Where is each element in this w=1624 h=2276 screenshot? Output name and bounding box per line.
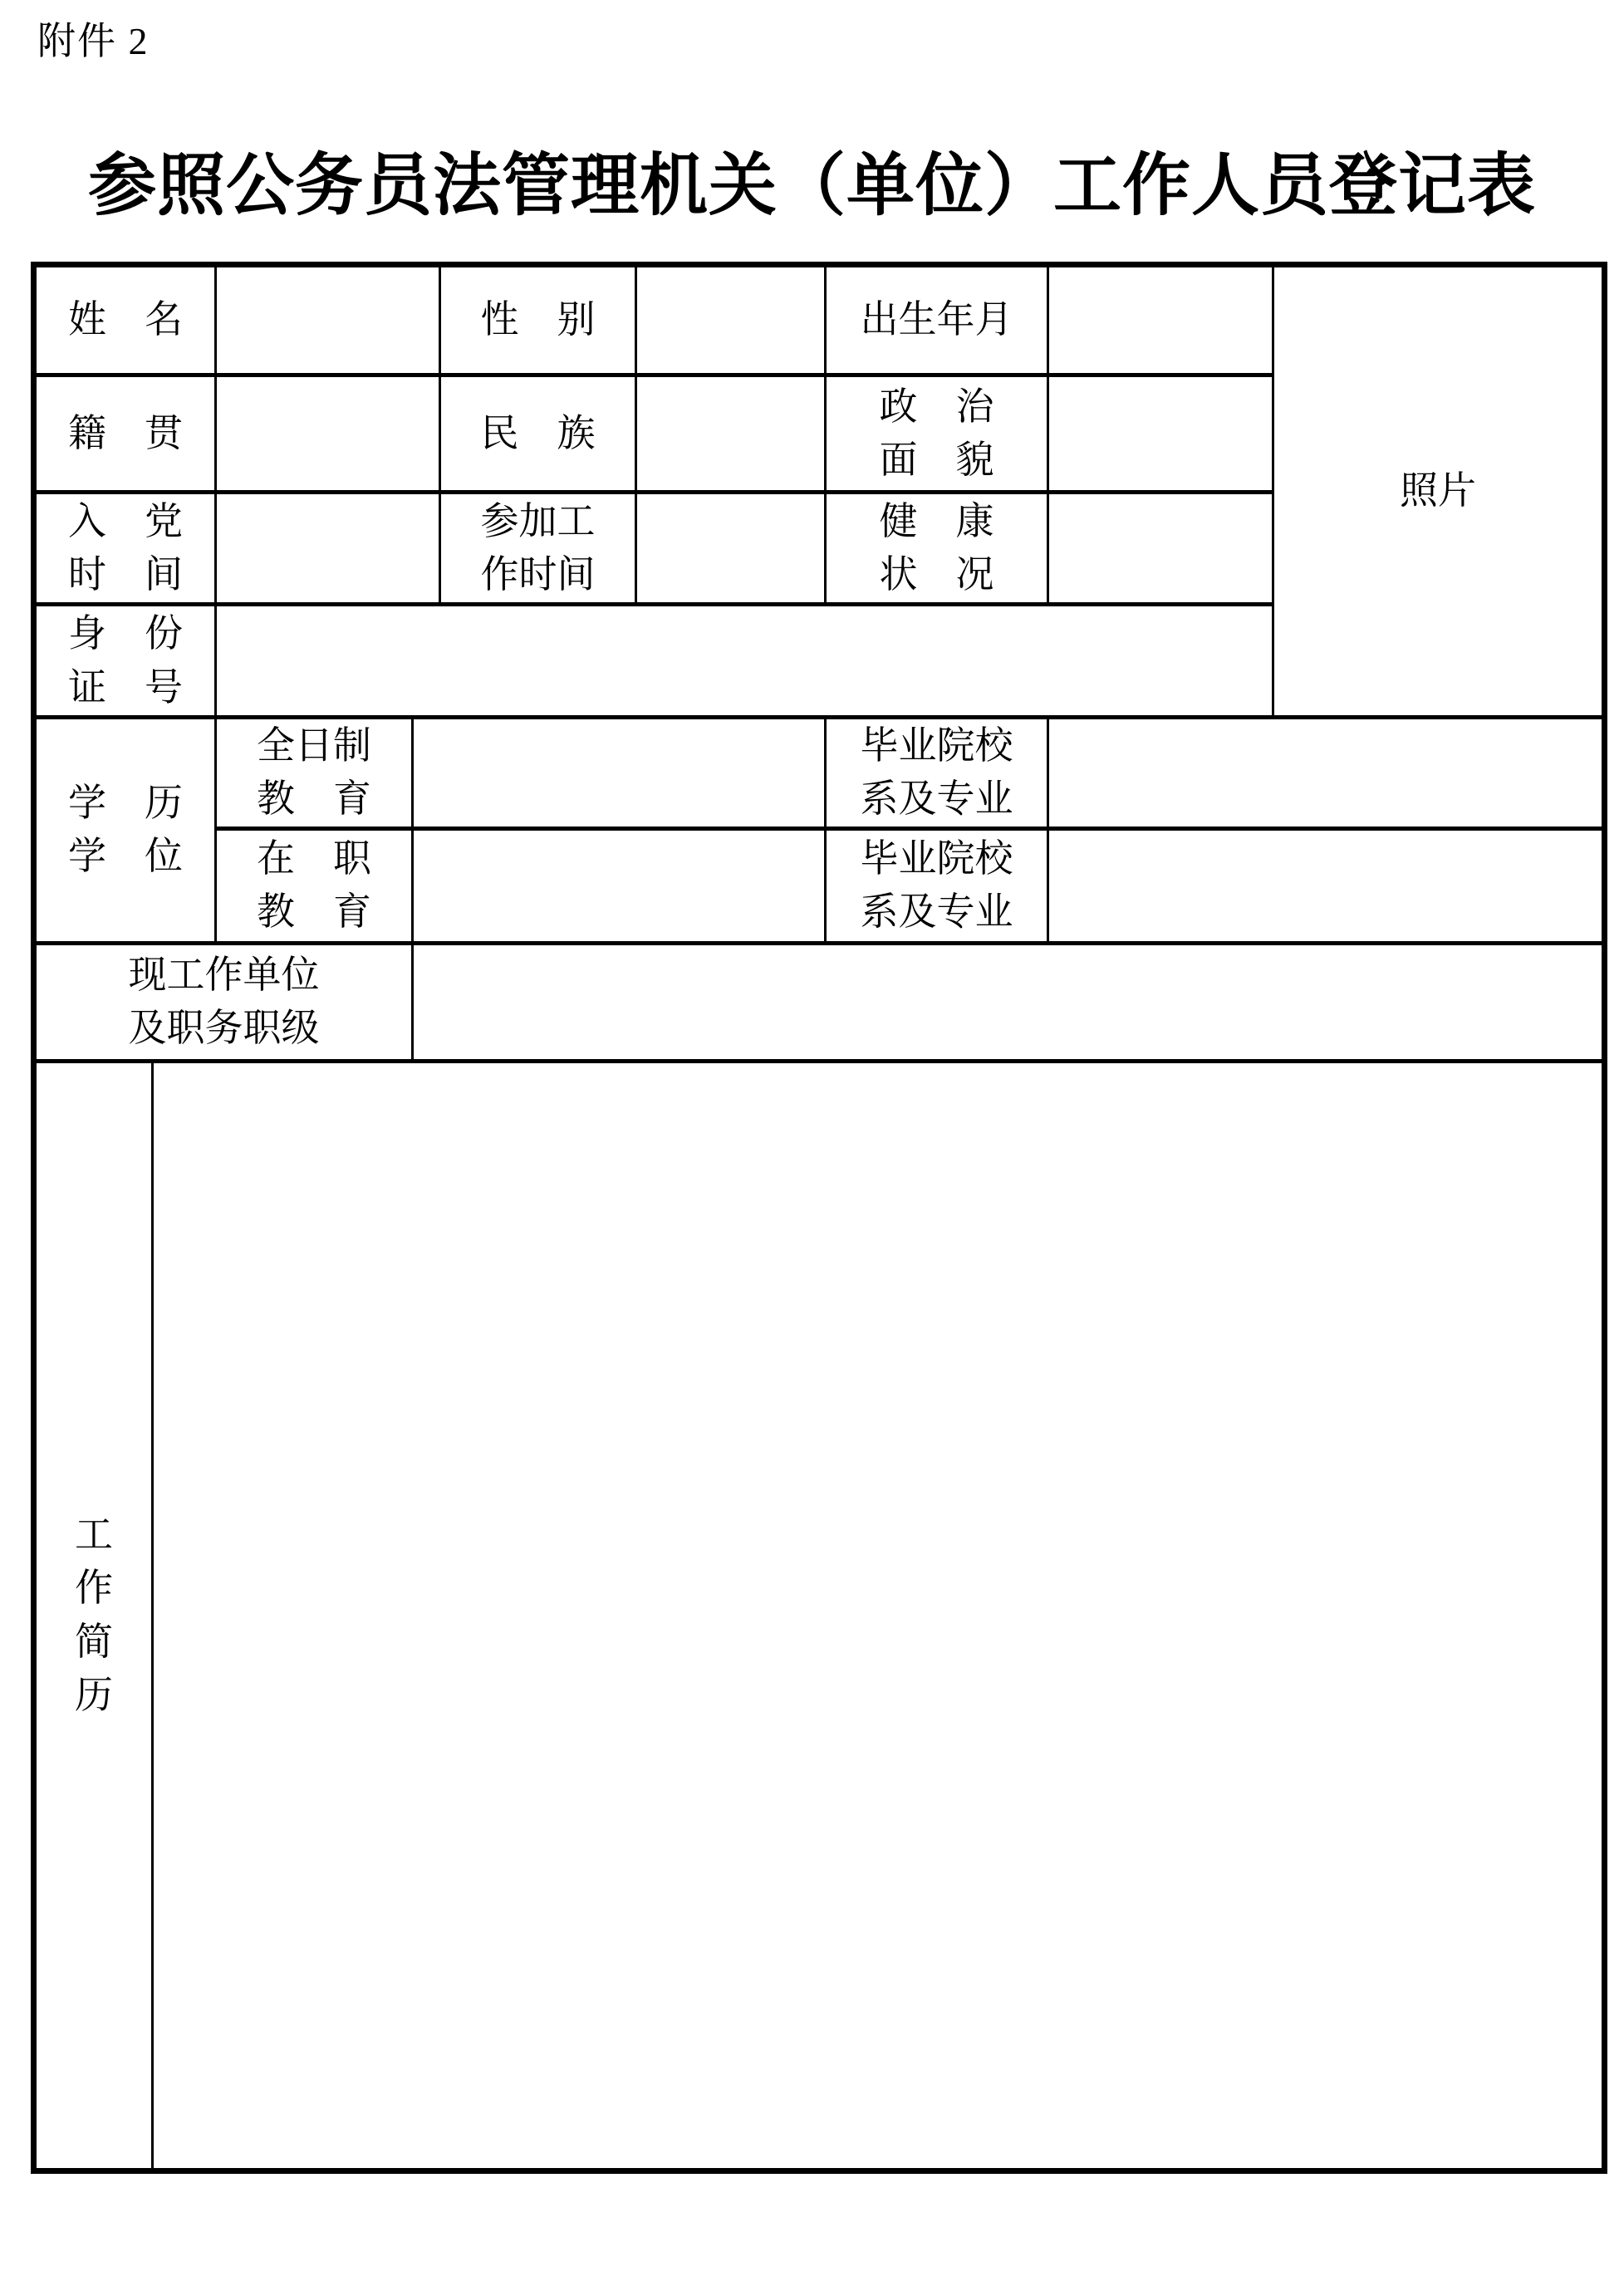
work-resume-input-cell[interactable] [153,1061,1605,2171]
inservice-education-label: 在 职 教 育 [216,828,413,943]
native-place-label: 籍 贯 [34,375,216,493]
current-unit-input-cell[interactable] [413,943,1605,1061]
work-resume-label: 工 作 简 历 [34,1061,153,2171]
political-status-label: 政 治 面 貌 [826,375,1048,493]
attachment-label: 附件 2 [37,20,150,62]
work-start-time-input-cell[interactable] [636,493,826,605]
fulltime-education-input-cell[interactable] [413,718,826,829]
ethnicity-input-cell[interactable] [636,375,826,493]
form-title: 参照公务员法管理机关（单位）工作人员登记表 [87,148,1536,223]
native-place-input-cell[interactable] [216,375,440,493]
health-status-label: 健 康 状 况 [826,493,1048,605]
name-label: 姓 名 [34,265,216,375]
party-join-time-label: 入 党 时 间 [34,493,216,605]
table-row [34,265,1605,375]
table-row [34,718,1605,829]
fulltime-grad-school-input-cell[interactable] [1048,718,1605,829]
education-degree-label: 学 历 学 位 [34,718,216,944]
work-start-time-label: 参加工 作时间 [440,493,636,605]
health-status-input-cell[interactable] [1048,493,1273,605]
inservice-grad-school-input-cell[interactable] [1048,828,1605,943]
gender-label: 性 别 [440,265,636,375]
birth-date-input-cell[interactable] [1048,265,1273,375]
current-unit-label: 现工作单位 及职务职级 [34,943,413,1061]
table-row [34,1061,1605,2171]
table-row [34,828,1605,943]
inservice-grad-school-label: 毕业院校 系及专业 [826,828,1048,943]
id-number-label: 身 份 证 号 [34,605,216,718]
party-join-time-input-cell[interactable] [216,493,440,605]
photo-cell[interactable]: 照片 [1273,265,1605,718]
inservice-education-input-cell[interactable] [413,828,826,943]
name-input-cell[interactable] [216,265,440,375]
registration-table [31,262,1607,2174]
fulltime-education-label: 全日制 教 育 [216,718,413,829]
ethnicity-label: 民 族 [440,375,636,493]
id-number-input-cell[interactable] [216,605,1273,718]
birth-date-label: 出生年月 [826,265,1048,375]
fulltime-grad-school-label: 毕业院校 系及专业 [826,718,1048,829]
gender-input-cell[interactable] [636,265,826,375]
political-status-input-cell[interactable] [1048,375,1273,493]
table-row [34,943,1605,1061]
